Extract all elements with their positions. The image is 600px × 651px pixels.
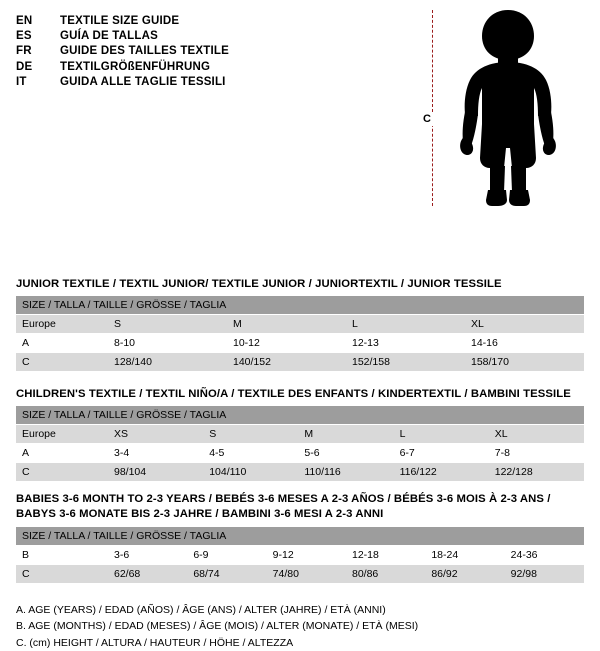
cell: 4-5 xyxy=(203,443,298,462)
cell: 80/86 xyxy=(346,565,425,584)
language-row-it xyxy=(16,75,229,90)
row-label-c-junior: C xyxy=(16,352,108,371)
cell: XL xyxy=(489,424,584,443)
language-code-fr: FR xyxy=(16,45,32,58)
table-header-row-babies xyxy=(16,527,584,546)
cell: 3-6 xyxy=(108,546,187,565)
section-title-babies: BABIES 3-6 MONTH TO 2-3 YEARS / BEBÉS 3-6 MESES A 2-3 AÑOS / BÉBÉS 3-6 MOIS À 2-3 ANS / BABYS 3-6 MONATE BIS 2-3 JAHRE / BAMBINI 3-6 MESI A 2-3 ANNI xyxy=(16,492,551,520)
language-list xyxy=(16,14,229,90)
cell: 8-10 xyxy=(108,333,227,352)
cell: 152/158 xyxy=(346,352,465,371)
legend-line-b: B. AGE (MONTHS) / EDAD (MESES) / ÂGE (MOIS) / ALTER (MONATE) / ETÀ (MESI) xyxy=(16,620,419,633)
size-table-childrens xyxy=(16,406,584,482)
table-row xyxy=(16,352,584,371)
legend-block xyxy=(16,602,584,651)
cell: 128/140 xyxy=(108,352,227,371)
language-row-fr xyxy=(16,44,229,59)
language-code-es: ES xyxy=(16,30,32,43)
cell: XL xyxy=(465,314,584,333)
table-row xyxy=(16,443,584,462)
table-header-row-junior xyxy=(16,296,584,315)
row-label-europe-junior: Europe xyxy=(16,314,108,333)
language-title-it: GUIDA ALLE TAGLIE TESSILI xyxy=(60,75,226,88)
language-row-es xyxy=(16,29,229,44)
table-row xyxy=(16,314,584,333)
table-row xyxy=(16,333,584,352)
cell: 6-7 xyxy=(394,443,489,462)
language-row-en xyxy=(16,14,229,29)
row-label-b-babies: B xyxy=(16,546,108,565)
cell: XS xyxy=(108,424,203,443)
table-row xyxy=(16,565,584,584)
language-code-de: DE xyxy=(16,60,33,73)
language-title-de: TEXTILGRÖßENFÜHRUNG xyxy=(60,60,211,73)
language-row-de xyxy=(16,60,229,75)
language-title-fr: GUIDE DES TAILLES TEXTILE xyxy=(60,45,229,58)
cell: L xyxy=(346,314,465,333)
figure-measure-label: C xyxy=(423,113,431,125)
cell: 68/74 xyxy=(187,565,266,584)
cell: 24-36 xyxy=(505,546,584,565)
cell: 122/128 xyxy=(489,462,584,481)
table-header-label-childrens: SIZE / TALLA / TAILLE / GRÖSSE / TAGLIA xyxy=(16,406,584,425)
cell: M xyxy=(298,424,393,443)
table-row xyxy=(16,424,584,443)
cell: L xyxy=(394,424,489,443)
cell: 3-4 xyxy=(108,443,203,462)
row-label-europe-childrens: Europe xyxy=(16,424,108,443)
section-junior-textile xyxy=(16,278,584,372)
row-label-a-childrens: A xyxy=(16,443,108,462)
section-babies-textile xyxy=(16,492,584,584)
table-header-label-babies: SIZE / TALLA / TAILLE / GRÖSSE / TAGLIA xyxy=(16,527,584,546)
child-silhouette-icon xyxy=(448,8,568,208)
language-code-en: EN xyxy=(16,15,33,27)
cell: 12-18 xyxy=(346,546,425,565)
row-label-c-childrens: C xyxy=(16,462,108,481)
table-header-row-childrens xyxy=(16,406,584,425)
cell: 62/68 xyxy=(108,565,187,584)
cell: 14-16 xyxy=(465,333,584,352)
size-table-babies xyxy=(16,527,584,584)
cell: 98/104 xyxy=(108,462,203,481)
legend-line-c: C. (cm) HEIGHT / ALTURA / HAUTEUR / HÖHE / ALTEZZA xyxy=(16,636,294,649)
language-title-es: GUÍA DE TALLAS xyxy=(60,30,158,43)
cell: 10-12 xyxy=(227,333,346,352)
measurement-figure xyxy=(412,8,582,208)
cell: 158/170 xyxy=(465,352,584,371)
section-childrens-textile xyxy=(16,388,584,482)
table-row xyxy=(16,462,584,481)
row-label-c-babies: C xyxy=(16,565,108,584)
row-label-a-junior: A xyxy=(16,333,108,352)
section-title-childrens: CHILDREN'S TEXTILE / TEXTIL NIÑO/A / TEXTILE DES ENFANTS / KINDERTEXTIL / BAMBINI TESSILE xyxy=(16,387,571,400)
cell: M xyxy=(227,314,346,333)
cell: 86/92 xyxy=(425,565,504,584)
cell: 140/152 xyxy=(227,352,346,371)
language-title-en: TEXTILE SIZE GUIDE xyxy=(60,15,180,27)
cell: 6-9 xyxy=(187,546,266,565)
cell: 110/116 xyxy=(298,462,393,481)
cell: 9-12 xyxy=(267,546,346,565)
cell: 5-6 xyxy=(298,443,393,462)
cell: 92/98 xyxy=(505,565,584,584)
cell: S xyxy=(203,424,298,443)
cell: 116/122 xyxy=(394,462,489,481)
size-table-junior xyxy=(16,296,584,372)
cell: 12-13 xyxy=(346,333,465,352)
cell: 7-8 xyxy=(489,443,584,462)
table-row xyxy=(16,546,584,565)
cell: 18-24 xyxy=(425,546,504,565)
cell: 74/80 xyxy=(267,565,346,584)
section-title-junior: JUNIOR TEXTILE / TEXTIL JUNIOR/ TEXTILE JUNIOR / JUNIORTEXTIL / JUNIOR TESSILE xyxy=(16,277,502,290)
cell: S xyxy=(108,314,227,333)
table-header-label-junior: SIZE / TALLA / TAILLE / GRÖSSE / TAGLIA xyxy=(16,296,584,315)
language-code-it: IT xyxy=(16,75,27,88)
legend-line-a: A. AGE (YEARS) / EDAD (AÑOS) / ÂGE (ANS) / ALTER (JAHRE) / ETÀ (ANNI) xyxy=(16,604,386,617)
height-guide-line xyxy=(432,10,433,206)
cell: 104/110 xyxy=(203,462,298,481)
